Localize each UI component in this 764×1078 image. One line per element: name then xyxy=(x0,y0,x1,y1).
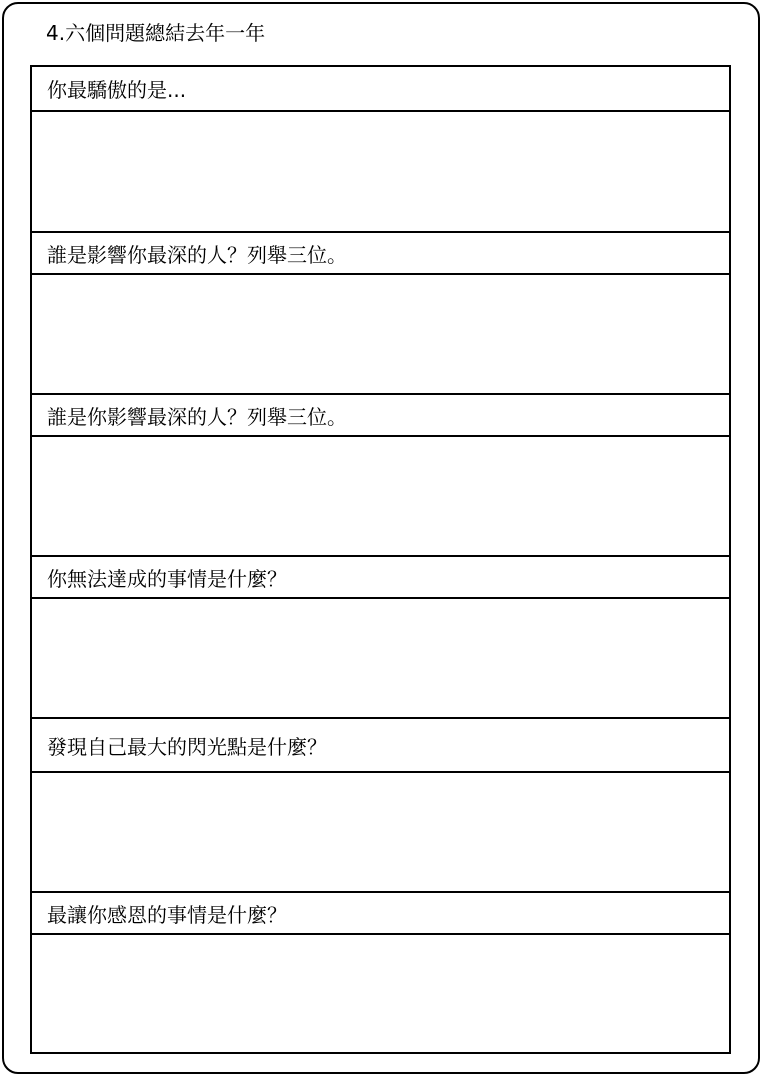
question-block xyxy=(32,67,729,231)
question-label: 最讓你感恩的事情是什麼？ xyxy=(32,893,729,935)
answer-area[interactable] xyxy=(32,935,729,1052)
answer-area[interactable] xyxy=(32,773,729,891)
question-block xyxy=(32,555,729,717)
question-label: 發現自己最大的閃光點是什麼？ xyxy=(32,719,729,773)
answer-area[interactable] xyxy=(32,112,729,231)
question-block xyxy=(32,891,729,1052)
questions-table xyxy=(30,65,731,1054)
question-block xyxy=(32,231,729,393)
answer-area[interactable] xyxy=(32,275,729,393)
question-label: 誰是影響你最深的人？列舉三位。 xyxy=(32,233,729,275)
question-label: 你無法達成的事情是什麼？ xyxy=(32,557,729,599)
question-label: 誰是你影響最深的人？列舉三位。 xyxy=(32,395,729,437)
page-title: 4.六個問題總結去年一年 xyxy=(46,21,266,45)
question-block xyxy=(32,393,729,555)
question-block xyxy=(32,717,729,891)
question-label: 你最驕傲的是... xyxy=(32,67,729,112)
answer-area[interactable] xyxy=(32,599,729,717)
answer-area[interactable] xyxy=(32,437,729,555)
